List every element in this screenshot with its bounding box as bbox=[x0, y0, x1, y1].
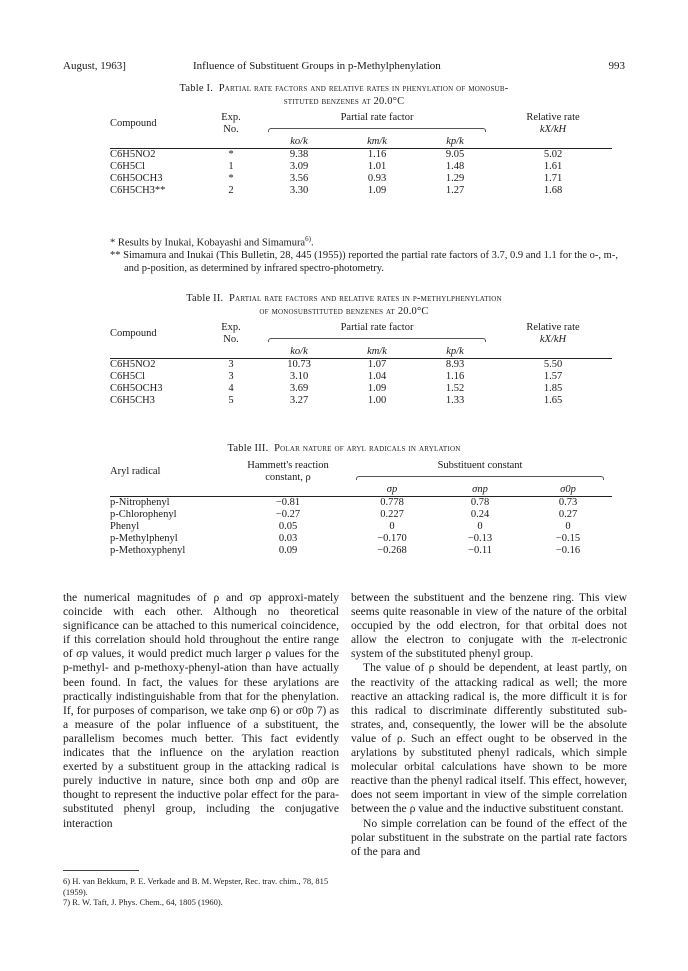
table-cell: −0.81 bbox=[228, 497, 348, 510]
table2-h-prf: Partial rate factor bbox=[340, 322, 414, 333]
table-cell: 3.69 bbox=[289, 383, 309, 394]
table3-h-hammett2: constant, ρ bbox=[265, 472, 311, 483]
table-cell: 0.05 bbox=[278, 521, 298, 532]
table-cell: 1.04 bbox=[367, 371, 387, 382]
table1-notes bbox=[110, 233, 620, 275]
table3-brace bbox=[356, 476, 604, 480]
table-cell: −0.15 bbox=[555, 533, 581, 544]
table-row bbox=[110, 509, 612, 521]
table-cell: −0.11 bbox=[468, 545, 492, 556]
table-cell: 0.09 bbox=[278, 545, 298, 556]
table1-h-rel: Relative rate bbox=[526, 112, 580, 123]
header-date: August, 1963] bbox=[63, 60, 126, 72]
table-cell: 1.61 bbox=[543, 161, 563, 172]
table-row bbox=[110, 359, 612, 372]
table1-brace bbox=[268, 128, 486, 132]
row-label: C6H5NO2 bbox=[110, 149, 202, 162]
table2-h-compound: Compound bbox=[110, 328, 157, 339]
table1-caption bbox=[63, 82, 625, 108]
table-cell: 0.778 bbox=[348, 497, 436, 510]
table-cell: 3 bbox=[202, 359, 260, 372]
table2-caption-line2: of monosubstituted benzenes at 20.0°C bbox=[259, 306, 429, 317]
table-cell: 3 bbox=[228, 371, 234, 382]
row-label: p-Nitrophenyl bbox=[110, 497, 228, 510]
row-label: p-Methoxyphenyl bbox=[110, 545, 186, 556]
table-cell: 10.73 bbox=[260, 359, 338, 372]
table-cell: 8.93 bbox=[416, 359, 494, 372]
table1-h-ko: ko/k bbox=[290, 136, 308, 147]
table-cell: −0.13 bbox=[467, 533, 493, 544]
table-cell: 5.02 bbox=[494, 149, 612, 162]
table-cell: 1.85 bbox=[543, 383, 563, 394]
table-cell: 1.65 bbox=[543, 395, 563, 406]
table-cell: 9.05 bbox=[416, 149, 494, 162]
table1-note1: * Results by Inukai, Kobayashi and Simamura$^{6)}$. bbox=[110, 235, 314, 249]
table-cell: −0.268 bbox=[377, 545, 407, 556]
table-cell: 1.71 bbox=[543, 173, 563, 184]
table-cell: 1.16 bbox=[445, 371, 465, 382]
page-number: 993 bbox=[608, 60, 625, 72]
table-cell: −0.16 bbox=[555, 545, 581, 556]
table-cell: 3.30 bbox=[289, 185, 309, 196]
table3-label: Table III. bbox=[227, 443, 269, 454]
table3-h-hammett: Hammett's reaction bbox=[247, 460, 329, 471]
row-label: C6H5Cl bbox=[110, 161, 146, 172]
table1-h-rel2: kX/kH bbox=[539, 124, 567, 135]
body-column-left bbox=[63, 591, 339, 831]
table-cell: 4 bbox=[228, 383, 234, 394]
table-row bbox=[110, 161, 612, 173]
table-cell: 1.33 bbox=[445, 395, 465, 406]
table-cell: 1.57 bbox=[543, 371, 563, 382]
table-cell: 1.68 bbox=[543, 185, 563, 196]
footnote-rule bbox=[63, 870, 139, 871]
table-cell: 0.227 bbox=[380, 509, 404, 520]
header-title: Influence of Substituent Groups in p-Methylphenylation bbox=[193, 60, 441, 72]
table-cell: 5 bbox=[228, 395, 234, 406]
table1-h-exp: Exp. bbox=[221, 112, 241, 123]
table2-caption-line1: Partial rate factors and relative rates in p-methylphenylation bbox=[229, 293, 502, 304]
table-cell: 1.07 bbox=[338, 359, 416, 372]
table-cell: 9.38 bbox=[260, 149, 338, 162]
table3-h-sub: Substituent constant bbox=[437, 460, 523, 471]
table2-h-ko: ko/k bbox=[290, 346, 308, 357]
table-cell: 1.52 bbox=[445, 383, 465, 394]
table-cell: * bbox=[228, 173, 234, 184]
table1-note2: ** Simamura and Inukai (This Bulletin, 28, 445 (1955)) reported the partial rate factors of 3.7, 0.9 and 1.1 for the o-, m-, and p-position, as determined by infrared spectro-photometry. bbox=[110, 250, 618, 274]
table-row bbox=[110, 173, 612, 185]
body-right-paragraph-2: The value of ρ should be dependent, at least partly, on the reactivity of the attacking radical as well; the more reactive an attacking radical is, the more difficult it is for this radical to discriminate differently substituted sub-strates, and, consequently, the lower will be the absolute value of ρ. Such an effect ought to be observed in the arylations by substituted phenyl radicals, which simple molecular orbital calculations have shown to be more reactive than the phenyl radical itself. This effect, however, does not seem important in view of the simple correlation between the ρ value and the inductive substituent constant. bbox=[351, 661, 627, 816]
table-cell: 0.73 bbox=[524, 497, 612, 510]
table1-label: Table I. bbox=[179, 83, 214, 94]
table-cell: 1.29 bbox=[445, 173, 465, 184]
table3-h-s3: σ0p bbox=[560, 484, 576, 495]
table2-body bbox=[110, 359, 612, 408]
table-row bbox=[110, 371, 612, 383]
table-cell: 3.09 bbox=[289, 161, 309, 172]
table2-h-exp: Exp. bbox=[221, 322, 241, 333]
footnotes bbox=[63, 876, 339, 908]
table1-caption-line1: Partial rate factors and relative rates in phenylation of monosub- bbox=[218, 83, 509, 94]
row-label: C6H5CH3 bbox=[110, 395, 155, 406]
row-label: C6H5Cl bbox=[110, 371, 146, 382]
table-row bbox=[110, 395, 612, 407]
table-cell: 0.27 bbox=[558, 509, 578, 520]
row-label: p-Chlorophenyl bbox=[110, 509, 177, 520]
table2-caption bbox=[63, 292, 625, 318]
table1-h-kp: kp/k bbox=[446, 136, 464, 147]
table-cell: 0 bbox=[565, 521, 571, 532]
table1-h-no: No. bbox=[223, 124, 239, 135]
table2-h-rel: Relative rate bbox=[526, 322, 580, 333]
table-cell: 0 bbox=[477, 521, 483, 532]
table-cell: 1.16 bbox=[338, 149, 416, 162]
table-cell: 5.50 bbox=[494, 359, 612, 372]
table2-brace bbox=[268, 338, 486, 342]
footnote-6: 6) H. van Bekkum, P. E. Verkade and B. M. Wepster, Rec. trav. chim., 78, 815 (1959). bbox=[63, 876, 329, 897]
table1-h-compound: Compound bbox=[110, 118, 157, 129]
table-cell: * bbox=[202, 149, 260, 162]
table2-label: Table II. bbox=[186, 293, 224, 304]
table-cell: −0.27 bbox=[275, 509, 301, 520]
table3-caption-text: Polar nature of aryl radicals in arylation bbox=[274, 443, 461, 454]
table-cell: 1.09 bbox=[367, 185, 387, 196]
table-cell: 1.09 bbox=[367, 383, 387, 394]
table-cell: −0.170 bbox=[377, 533, 407, 544]
table1-caption-line2: stituted benzenes at 20.0°C bbox=[283, 96, 405, 107]
table-row bbox=[110, 521, 612, 533]
table1 bbox=[110, 112, 612, 197]
table3-h-s2: σnp bbox=[472, 484, 488, 495]
row-label: Phenyl bbox=[110, 521, 140, 532]
table-cell: 2 bbox=[228, 185, 234, 196]
row-label: C6H5OCH3 bbox=[110, 383, 163, 394]
table-cell: 0.03 bbox=[278, 533, 298, 544]
row-label: C6H5NO2 bbox=[110, 359, 202, 372]
table-cell: 0 bbox=[389, 521, 395, 532]
table-row bbox=[110, 533, 612, 545]
table-cell: 3.56 bbox=[289, 173, 309, 184]
table-cell: 3.10 bbox=[289, 371, 309, 382]
table-cell: 0.24 bbox=[470, 509, 490, 520]
table2-h-rel2: kX/kH bbox=[539, 334, 567, 345]
body-right-paragraph-1: between the substituent and the benzene ring. This view seems quite reasonable in view of the nature of the orbital occupied by the odd electron, for that orbital does not allow the electron to conjugate with the π-electronic system of the substituted phenyl group. bbox=[351, 591, 627, 661]
row-label: C6H5CH3** bbox=[110, 185, 166, 196]
body-column-right bbox=[351, 591, 627, 859]
table1-h-prf: Partial rate factor bbox=[340, 112, 414, 123]
table2-h-no: No. bbox=[223, 334, 239, 345]
body-right-paragraph-3: No simple correlation can be found of the effect of the polar substituent in the substrate on the partial rate factors of the para and bbox=[351, 816, 627, 858]
table3-body bbox=[110, 497, 612, 558]
table2 bbox=[110, 322, 612, 407]
table-row bbox=[110, 545, 612, 557]
table-row bbox=[110, 185, 612, 197]
body-left-paragraph: the numerical magnitudes of ρ and σp approxi-mately coincide with each other. Although no theoretical significance can be attached to this numerical coincidence, if this correlation should hold throughout the entire range of σp values, it would predict much larger ρ values for the p-methyl- and p-methoxy-phenyl-ation than have actually been found. In fact, the values for these arylations are practically indistinguishable from that for the phenylation. If, for purposes of comparison, we take σnp 6) or σ0p 7) as a measure of the polar influence of a substituent, the parallelism becomes much better. This fact evidently indicates that the influence on the arylation reaction exerted by a substituent group in the attacking radical is purely inductive in nature, since both σnp and σ0p are thought to represent the inductive polar effect for the para-substituted phenyl group, including the conjugative interaction bbox=[63, 591, 339, 830]
table2-h-kp: kp/k bbox=[446, 346, 464, 357]
table-cell: 0.93 bbox=[367, 173, 387, 184]
row-label: C6H5OCH3 bbox=[110, 173, 163, 184]
table-row bbox=[110, 149, 612, 162]
table-cell: 1.00 bbox=[367, 395, 387, 406]
table3-h-s1: σp bbox=[386, 484, 398, 495]
table-cell: 1.48 bbox=[445, 161, 465, 172]
table-cell: 1.01 bbox=[367, 161, 387, 172]
table1-h-km: km/k bbox=[367, 136, 387, 147]
table-row bbox=[110, 383, 612, 395]
table-row bbox=[110, 497, 612, 510]
table-cell: 1 bbox=[228, 161, 234, 172]
row-label: p-Methylphenyl bbox=[110, 533, 178, 544]
table2-h-km: km/k bbox=[367, 346, 387, 357]
table1-body bbox=[110, 149, 612, 198]
table3 bbox=[110, 460, 612, 557]
table3-h-aryl: Aryl radical bbox=[110, 466, 161, 477]
footnote-7: 7) R. W. Taft, J. Phys. Chem., 64, 1805 (1960). bbox=[63, 897, 223, 907]
table-cell: 1.27 bbox=[445, 185, 465, 196]
table-cell: 3.27 bbox=[289, 395, 309, 406]
table3-caption bbox=[63, 442, 625, 455]
table-cell: 0.78 bbox=[436, 497, 524, 510]
